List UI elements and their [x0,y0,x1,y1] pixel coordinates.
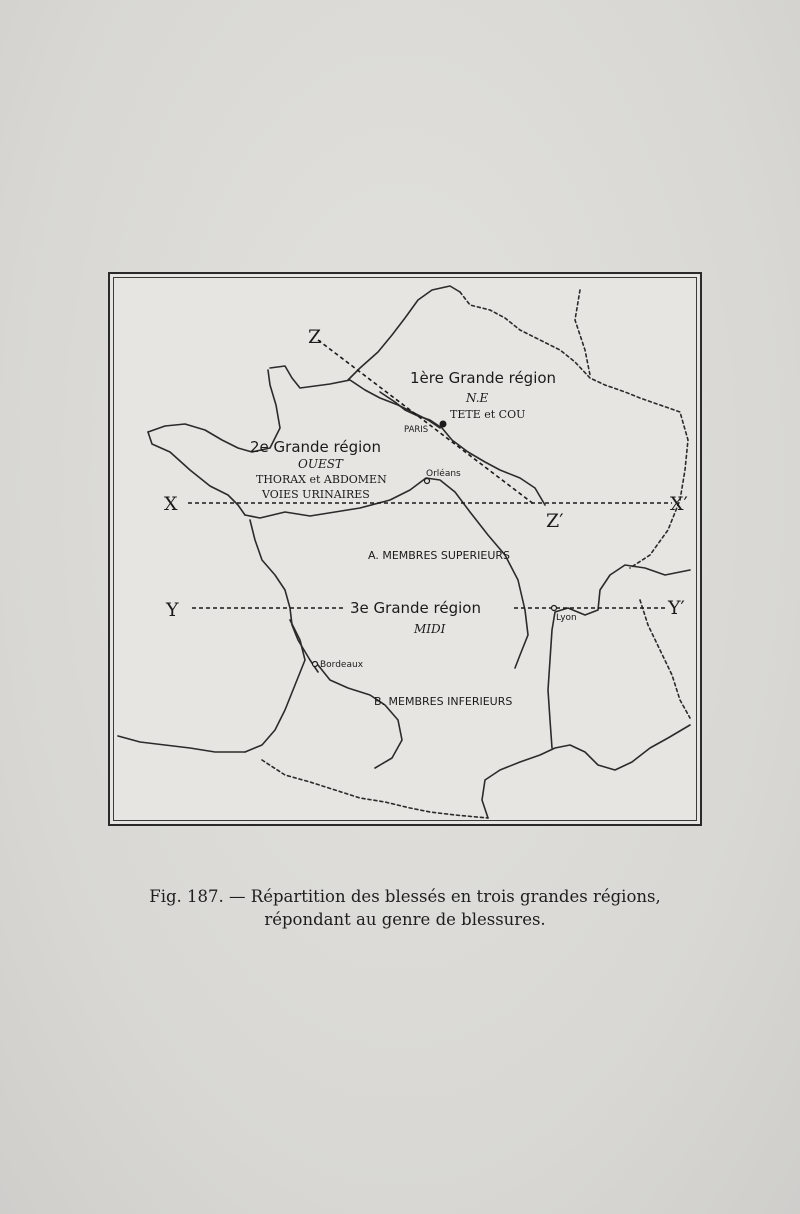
region2-wound-line1: THORAX et ABDOMEN [256,473,387,486]
region1-wound: TETE et COU [450,408,526,421]
line-x-end-label: X′ [670,493,688,515]
river-rhone [548,565,690,748]
bordeaux-marker [313,662,318,667]
border-pyrenees [118,736,245,752]
orleans-marker [425,479,430,484]
coastline-mediterranean [482,725,690,818]
river-loire [245,478,528,668]
border-east [460,292,688,568]
region3-title: 3e Grande région [350,599,481,617]
city-bordeaux-label: Bordeaux [320,660,364,670]
region1-title: 1ère Grande région [410,369,557,387]
coastline-north [348,286,460,380]
line-y-end-label: Y′ [668,597,685,619]
region2-wound-line2: VOIES URINAIRES [262,488,370,501]
caption-line-2: répondant au genre de blessures. [264,910,546,929]
city-paris-label: PARIS [404,425,429,435]
city-lyon-label: Lyon [556,613,577,623]
line-y-start-label: Y [166,599,179,621]
region3-subtitle: MIDI [414,622,446,636]
coastline-west [250,520,318,672]
caption-line-1: Fig. 187. — Répartition des blessés en trois grandes régions, [149,887,661,906]
coastline-gironde [245,620,305,752]
border-inner-dash [575,290,590,375]
zone-b-label: B. MEMBRES INFERIEURS [374,695,513,708]
lyon-marker [552,606,557,611]
city-orleans-label: Orléans [426,469,461,479]
figure-caption [120,885,690,931]
line-x-start-label: X [164,493,178,515]
region2-title: 2e Grande région [250,438,381,456]
region2-subtitle: OUEST [298,457,343,471]
line-z-start-label: Z [308,326,322,348]
zone-a-label: A. MEMBRES SUPERIEURS [368,549,511,562]
region1-subtitle: N.E [466,391,489,405]
river-garonne [318,665,402,768]
line-z-end-label: Z′ [546,510,564,532]
paris-marker [440,421,447,428]
